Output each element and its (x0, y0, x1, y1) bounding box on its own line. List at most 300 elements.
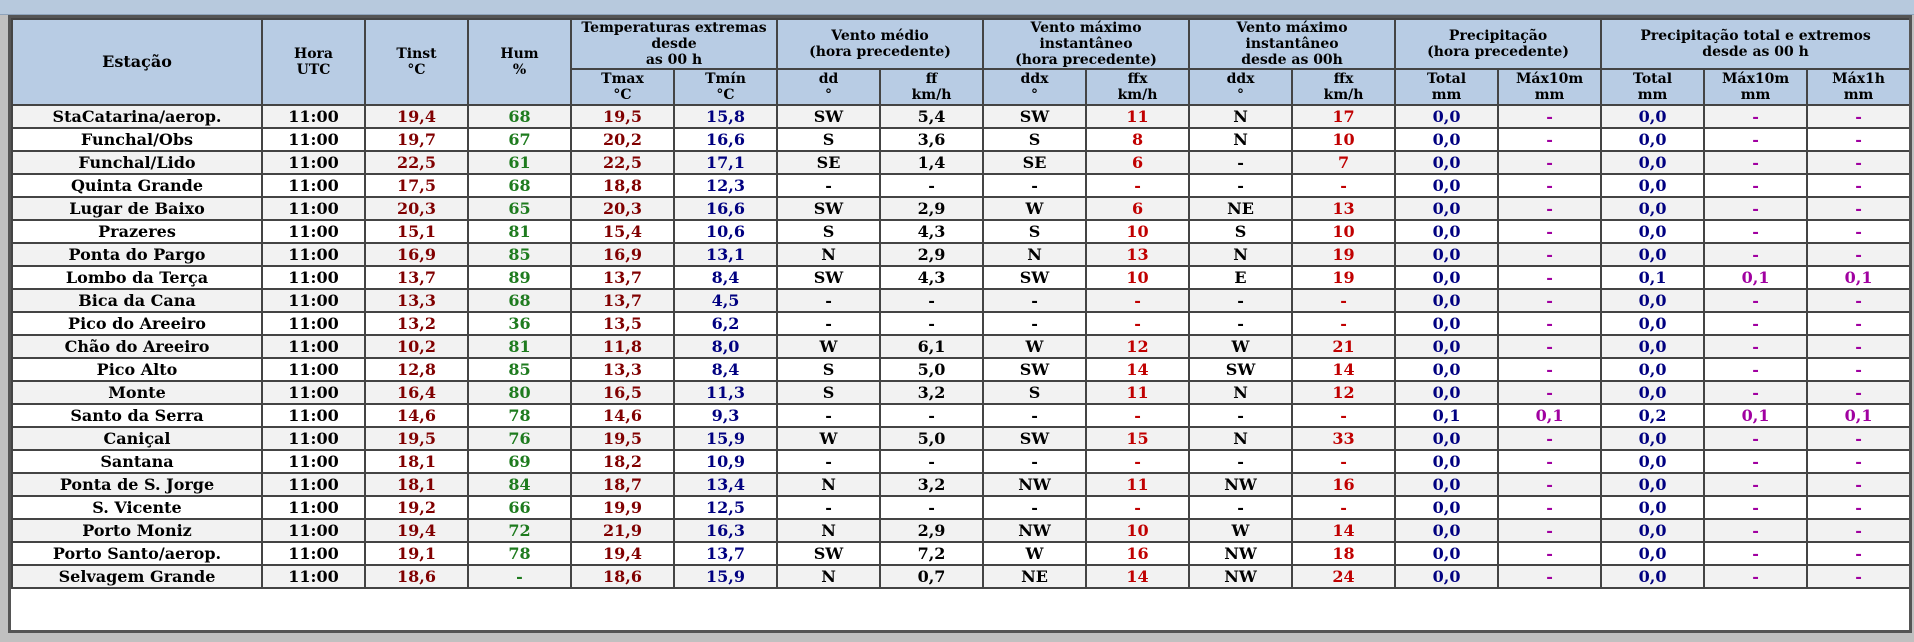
header-hora: Hora UTC (262, 19, 365, 105)
cell-precip-total: 0,1 (1395, 404, 1498, 427)
cell-precip-total: 0,0 (1395, 128, 1498, 151)
cell-ddx: SW (983, 358, 1086, 381)
table-row (12, 542, 1910, 565)
cell-precip-max10m: - (1498, 565, 1601, 588)
cell-ffx: 11 (1086, 105, 1189, 128)
cell-hum: 89 (468, 266, 571, 289)
cell-hora: 11:00 (262, 266, 365, 289)
cell-precip-max10m: - (1498, 105, 1601, 128)
cell-ddx-00h: - (1189, 151, 1292, 174)
table-row (12, 427, 1910, 450)
cell-tinst: 14,6 (365, 404, 468, 427)
cell-ffx-00h: 24 (1292, 565, 1395, 588)
cell-station-name: Porto Santo/aerop. (12, 542, 262, 565)
table-row (12, 220, 1910, 243)
header-hum: Hum % (468, 19, 571, 105)
cell-ff: - (880, 312, 983, 335)
cell-tmin: 6,2 (674, 312, 777, 335)
cell-station-name: Lugar de Baixo (12, 197, 262, 220)
cell-hum: 84 (468, 473, 571, 496)
cell-tmin: 8,4 (674, 358, 777, 381)
cell-max1h-00h: - (1807, 312, 1910, 335)
cell-dd: S (777, 128, 880, 151)
header-tmin: Tmín °C (674, 69, 777, 105)
cell-ffx: 14 (1086, 358, 1189, 381)
cell-station-name: Santana (12, 450, 262, 473)
cell-ffx: - (1086, 404, 1189, 427)
cell-max10m-00h: - (1704, 542, 1807, 565)
cell-ffx-00h: - (1292, 450, 1395, 473)
cell-tinst: 16,4 (365, 381, 468, 404)
cell-total-00h: 0,1 (1601, 266, 1704, 289)
cell-precip-max10m: - (1498, 335, 1601, 358)
table-row (12, 266, 1910, 289)
cell-ffx: 10 (1086, 266, 1189, 289)
cell-hum: 76 (468, 427, 571, 450)
cell-precip-total: 0,0 (1395, 542, 1498, 565)
header-precipitacao-total: Precipitação total e extremos desde as 00 h (1601, 19, 1910, 69)
cell-dd: N (777, 473, 880, 496)
cell-ffx: 12 (1086, 335, 1189, 358)
cell-hora: 11:00 (262, 289, 365, 312)
cell-total-00h: 0,0 (1601, 289, 1704, 312)
cell-total-00h: 0,2 (1601, 404, 1704, 427)
cell-total-00h: 0,0 (1601, 220, 1704, 243)
cell-tmax: 18,6 (571, 565, 674, 588)
cell-tmin: 10,9 (674, 450, 777, 473)
cell-station-name: Ponta do Pargo (12, 243, 262, 266)
cell-tinst: 17,5 (365, 174, 468, 197)
cell-ffx-00h: 13 (1292, 197, 1395, 220)
cell-hora: 11:00 (262, 312, 365, 335)
cell-precip-max10m: - (1498, 496, 1601, 519)
header-vento-max-00h: Vento máximo instantâneo desde as 00h (1189, 19, 1395, 69)
cell-ddx: - (983, 312, 1086, 335)
cell-hum: 85 (468, 358, 571, 381)
cell-tmax: 16,5 (571, 381, 674, 404)
cell-total-00h: 0,0 (1601, 243, 1704, 266)
cell-tmin: 16,6 (674, 197, 777, 220)
cell-dd: W (777, 335, 880, 358)
cell-ffx-00h: 19 (1292, 243, 1395, 266)
cell-dd: S (777, 220, 880, 243)
cell-tmin: 4,5 (674, 289, 777, 312)
cell-precip-max10m: - (1498, 312, 1601, 335)
cell-dd: - (777, 450, 880, 473)
cell-tmin: 16,6 (674, 128, 777, 151)
cell-ddx: NW (983, 519, 1086, 542)
table-row (12, 312, 1910, 335)
header-ddx-00h: ddx ° (1189, 69, 1292, 105)
cell-tinst: 12,8 (365, 358, 468, 381)
cell-ffx: 6 (1086, 197, 1189, 220)
cell-tinst: 16,9 (365, 243, 468, 266)
cell-dd: SW (777, 105, 880, 128)
cell-hora: 11:00 (262, 565, 365, 588)
cell-tinst: 19,4 (365, 519, 468, 542)
cell-precip-total: 0,0 (1395, 151, 1498, 174)
cell-ff: - (880, 450, 983, 473)
cell-hora: 11:00 (262, 243, 365, 266)
table-row (12, 496, 1910, 519)
header-ff: ff km/h (880, 69, 983, 105)
cell-max1h-00h: - (1807, 105, 1910, 128)
cell-hum: - (468, 565, 571, 588)
cell-tinst: 18,1 (365, 473, 468, 496)
cell-dd: S (777, 358, 880, 381)
header-ffx: ffx km/h (1086, 69, 1189, 105)
cell-max1h-00h: - (1807, 335, 1910, 358)
cell-hora: 11:00 (262, 128, 365, 151)
cell-tmax: 13,7 (571, 266, 674, 289)
cell-precip-total: 0,0 (1395, 243, 1498, 266)
cell-ff: 5,4 (880, 105, 983, 128)
cell-station-name: Selvagem Grande (12, 565, 262, 588)
cell-station-name: Monte (12, 381, 262, 404)
cell-tmax: 13,5 (571, 312, 674, 335)
cell-precip-total: 0,0 (1395, 358, 1498, 381)
cell-ffx-00h: 14 (1292, 519, 1395, 542)
cell-ff: 2,9 (880, 519, 983, 542)
cell-tinst: 22,5 (365, 151, 468, 174)
cell-precip-total: 0,0 (1395, 335, 1498, 358)
cell-ffx: - (1086, 174, 1189, 197)
cell-max1h-00h: - (1807, 151, 1910, 174)
cell-max1h-00h: - (1807, 565, 1910, 588)
cell-total-00h: 0,0 (1601, 105, 1704, 128)
cell-ff: 3,2 (880, 381, 983, 404)
cell-tmax: 19,5 (571, 427, 674, 450)
cell-hum: 68 (468, 105, 571, 128)
cell-tinst: 19,4 (365, 105, 468, 128)
cell-ff: 5,0 (880, 427, 983, 450)
cell-max10m-00h: - (1704, 174, 1807, 197)
cell-tmin: 10,6 (674, 220, 777, 243)
cell-precip-total: 0,0 (1395, 312, 1498, 335)
cell-ffx: - (1086, 312, 1189, 335)
cell-dd: - (777, 289, 880, 312)
header-vento-max-inst: Vento máximo instantâneo (hora precedente) (983, 19, 1189, 69)
cell-ff: 4,3 (880, 266, 983, 289)
cell-tmax: 13,7 (571, 289, 674, 312)
cell-tmin: 12,3 (674, 174, 777, 197)
cell-tinst: 10,2 (365, 335, 468, 358)
cell-station-name: S. Vicente (12, 496, 262, 519)
cell-station-name: Porto Moniz (12, 519, 262, 542)
header-estacao: Estação (12, 19, 262, 105)
cell-precip-total: 0,0 (1395, 519, 1498, 542)
cell-tinst: 19,7 (365, 128, 468, 151)
cell-ffx: 11 (1086, 381, 1189, 404)
cell-ddx-00h: N (1189, 427, 1292, 450)
cell-ffx-00h: 7 (1292, 151, 1395, 174)
cell-ffx: - (1086, 450, 1189, 473)
cell-max1h-00h: - (1807, 519, 1910, 542)
cell-ffx: - (1086, 289, 1189, 312)
cell-hora: 11:00 (262, 450, 365, 473)
cell-ffx: 15 (1086, 427, 1189, 450)
cell-precip-total: 0,0 (1395, 427, 1498, 450)
cell-ddx-00h: NW (1189, 473, 1292, 496)
cell-precip-total: 0,0 (1395, 266, 1498, 289)
header-max10m-00h: Máx10m mm (1704, 69, 1807, 105)
weather-table-container (8, 15, 1912, 633)
cell-total-00h: 0,0 (1601, 427, 1704, 450)
cell-hora: 11:00 (262, 404, 365, 427)
cell-dd: SW (777, 542, 880, 565)
cell-precip-max10m: - (1498, 220, 1601, 243)
header-ddx: ddx ° (983, 69, 1086, 105)
cell-ddx-00h: NW (1189, 565, 1292, 588)
cell-tmax: 20,3 (571, 197, 674, 220)
cell-tmax: 19,9 (571, 496, 674, 519)
header-precipitacao: Precipitação (hora precedente) (1395, 19, 1601, 69)
cell-precip-total: 0,0 (1395, 289, 1498, 312)
cell-precip-max10m: - (1498, 174, 1601, 197)
cell-ff: 1,4 (880, 151, 983, 174)
cell-precip-max10m: - (1498, 151, 1601, 174)
table-row (12, 243, 1910, 266)
table-body (12, 105, 1910, 588)
cell-dd: - (777, 174, 880, 197)
weather-stations-table (11, 18, 1911, 589)
cell-max10m-00h: - (1704, 473, 1807, 496)
cell-tinst: 19,2 (365, 496, 468, 519)
cell-ddx-00h: W (1189, 335, 1292, 358)
cell-station-name: Chão do Areeiro (12, 335, 262, 358)
cell-total-00h: 0,0 (1601, 519, 1704, 542)
cell-precip-max10m: - (1498, 358, 1601, 381)
cell-ff: - (880, 174, 983, 197)
cell-hora: 11:00 (262, 197, 365, 220)
cell-max1h-00h: - (1807, 496, 1910, 519)
cell-tinst: 13,3 (365, 289, 468, 312)
cell-max10m-00h: - (1704, 105, 1807, 128)
cell-dd: SW (777, 197, 880, 220)
cell-ffx-00h: - (1292, 312, 1395, 335)
cell-precip-total: 0,0 (1395, 473, 1498, 496)
cell-tmin: 11,3 (674, 381, 777, 404)
cell-precip-max10m: - (1498, 427, 1601, 450)
table-row (12, 335, 1910, 358)
header-total-00h: Total mm (1601, 69, 1704, 105)
cell-station-name: Pico do Areeiro (12, 312, 262, 335)
cell-ddx: SW (983, 105, 1086, 128)
cell-station-name: StaCatarina/aerop. (12, 105, 262, 128)
cell-ddx: SW (983, 427, 1086, 450)
cell-max1h-00h: - (1807, 381, 1910, 404)
cell-ffx: 13 (1086, 243, 1189, 266)
header-precip-max10m: Máx10m mm (1498, 69, 1601, 105)
cell-tinst: 20,3 (365, 197, 468, 220)
cell-station-name: Pico Alto (12, 358, 262, 381)
cell-ffx: 10 (1086, 519, 1189, 542)
cell-max10m-00h: 0,1 (1704, 266, 1807, 289)
cell-tmax: 18,7 (571, 473, 674, 496)
cell-hora: 11:00 (262, 220, 365, 243)
cell-hum: 65 (468, 197, 571, 220)
cell-tmax: 20,2 (571, 128, 674, 151)
cell-ffx: 8 (1086, 128, 1189, 151)
cell-precip-max10m: - (1498, 519, 1601, 542)
cell-total-00h: 0,0 (1601, 381, 1704, 404)
cell-total-00h: 0,0 (1601, 197, 1704, 220)
cell-ddx-00h: NE (1189, 197, 1292, 220)
cell-max1h-00h: - (1807, 542, 1910, 565)
cell-max1h-00h: 0,1 (1807, 404, 1910, 427)
cell-ff: 3,2 (880, 473, 983, 496)
cell-tmax: 13,3 (571, 358, 674, 381)
cell-ddx-00h: - (1189, 404, 1292, 427)
cell-max10m-00h: - (1704, 358, 1807, 381)
cell-ddx-00h: N (1189, 128, 1292, 151)
cell-tmin: 8,0 (674, 335, 777, 358)
cell-tmax: 22,5 (571, 151, 674, 174)
cell-station-name: Ponta de S. Jorge (12, 473, 262, 496)
cell-ddx: - (983, 174, 1086, 197)
cell-precip-total: 0,0 (1395, 496, 1498, 519)
table-row (12, 128, 1910, 151)
cell-hum: 69 (468, 450, 571, 473)
cell-hum: 72 (468, 519, 571, 542)
cell-ddx: NW (983, 473, 1086, 496)
cell-precip-total: 0,0 (1395, 220, 1498, 243)
cell-ffx-00h: 17 (1292, 105, 1395, 128)
cell-hora: 11:00 (262, 473, 365, 496)
cell-max10m-00h: - (1704, 243, 1807, 266)
cell-max10m-00h: - (1704, 450, 1807, 473)
header-tinst: Tinst °C (365, 19, 468, 105)
cell-hora: 11:00 (262, 427, 365, 450)
table-row (12, 105, 1910, 128)
cell-dd: N (777, 519, 880, 542)
cell-dd: S (777, 381, 880, 404)
cell-hora: 11:00 (262, 358, 365, 381)
cell-hum: 85 (468, 243, 571, 266)
cell-precip-max10m: - (1498, 266, 1601, 289)
cell-precip-total: 0,0 (1395, 565, 1498, 588)
cell-hum: 67 (468, 128, 571, 151)
cell-station-name: Caniçal (12, 427, 262, 450)
cell-ff: 7,2 (880, 542, 983, 565)
header-vento-medio: Vento médio (hora precedente) (777, 19, 983, 69)
cell-ff: - (880, 289, 983, 312)
table-row (12, 358, 1910, 381)
cell-max10m-00h: - (1704, 335, 1807, 358)
cell-total-00h: 0,0 (1601, 565, 1704, 588)
cell-precip-max10m: - (1498, 243, 1601, 266)
cell-ff: 4,3 (880, 220, 983, 243)
cell-ffx-00h: - (1292, 404, 1395, 427)
cell-ddx: W (983, 542, 1086, 565)
table-row (12, 473, 1910, 496)
cell-ffx-00h: 16 (1292, 473, 1395, 496)
cell-max10m-00h: - (1704, 151, 1807, 174)
cell-ddx-00h: NW (1189, 542, 1292, 565)
cell-ffx-00h: 10 (1292, 220, 1395, 243)
cell-precip-max10m: - (1498, 128, 1601, 151)
cell-ff: - (880, 496, 983, 519)
cell-total-00h: 0,0 (1601, 473, 1704, 496)
cell-ddx-00h: N (1189, 243, 1292, 266)
cell-max10m-00h: - (1704, 128, 1807, 151)
cell-hum: 78 (468, 542, 571, 565)
cell-hora: 11:00 (262, 174, 365, 197)
cell-ff: 5,0 (880, 358, 983, 381)
cell-max1h-00h: - (1807, 197, 1910, 220)
table-row (12, 289, 1910, 312)
cell-ddx-00h: - (1189, 289, 1292, 312)
cell-max1h-00h: - (1807, 220, 1910, 243)
cell-dd: SW (777, 266, 880, 289)
cell-max1h-00h: - (1807, 450, 1910, 473)
cell-station-name: Funchal/Obs (12, 128, 262, 151)
cell-ddx: S (983, 381, 1086, 404)
cell-ffx-00h: 33 (1292, 427, 1395, 450)
cell-ddx-00h: - (1189, 496, 1292, 519)
cell-tinst: 13,2 (365, 312, 468, 335)
cell-station-name: Prazeres (12, 220, 262, 243)
cell-ffx: 10 (1086, 220, 1189, 243)
cell-ffx-00h: 10 (1292, 128, 1395, 151)
cell-tinst: 18,1 (365, 450, 468, 473)
table-row (12, 519, 1910, 542)
cell-ddx-00h: - (1189, 312, 1292, 335)
cell-tinst: 13,7 (365, 266, 468, 289)
cell-hora: 11:00 (262, 496, 365, 519)
cell-total-00h: 0,0 (1601, 128, 1704, 151)
table-row (12, 174, 1910, 197)
cell-ff: 2,9 (880, 243, 983, 266)
cell-tmin: 8,4 (674, 266, 777, 289)
cell-hum: 81 (468, 335, 571, 358)
cell-total-00h: 0,0 (1601, 358, 1704, 381)
cell-max10m-00h: - (1704, 496, 1807, 519)
cell-ddx-00h: N (1189, 105, 1292, 128)
top-bar (0, 0, 1914, 15)
cell-total-00h: 0,0 (1601, 496, 1704, 519)
cell-ddx: - (983, 289, 1086, 312)
cell-max1h-00h: - (1807, 358, 1910, 381)
cell-hum: 80 (468, 381, 571, 404)
cell-ddx: S (983, 128, 1086, 151)
header-max1h-00h: Máx1h mm (1807, 69, 1910, 105)
cell-tmin: 15,8 (674, 105, 777, 128)
cell-ddx-00h: E (1189, 266, 1292, 289)
cell-ddx-00h: S (1189, 220, 1292, 243)
cell-ddx-00h: - (1189, 174, 1292, 197)
cell-precip-total: 0,0 (1395, 105, 1498, 128)
cell-ffx: 6 (1086, 151, 1189, 174)
cell-tmax: 15,4 (571, 220, 674, 243)
cell-station-name: Bica da Cana (12, 289, 262, 312)
cell-ddx: SW (983, 266, 1086, 289)
table-row (12, 151, 1910, 174)
cell-tmin: 15,9 (674, 565, 777, 588)
cell-hum: 68 (468, 174, 571, 197)
table-row (12, 197, 1910, 220)
table-row (12, 404, 1910, 427)
cell-tmax: 16,9 (571, 243, 674, 266)
cell-ddx-00h: N (1189, 381, 1292, 404)
cell-precip-max10m: - (1498, 289, 1601, 312)
cell-total-00h: 0,0 (1601, 542, 1704, 565)
cell-precip-max10m: - (1498, 381, 1601, 404)
cell-hora: 11:00 (262, 335, 365, 358)
cell-tmax: 19,4 (571, 542, 674, 565)
header-dd: dd ° (777, 69, 880, 105)
cell-hora: 11:00 (262, 381, 365, 404)
